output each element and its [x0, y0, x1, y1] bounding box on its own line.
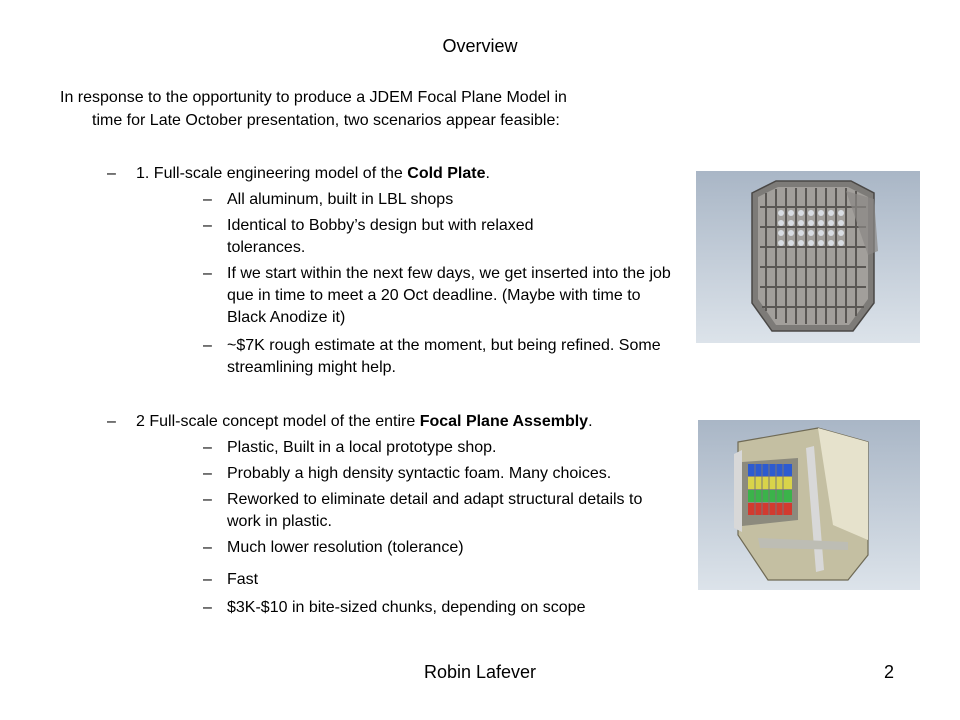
bullet-dash: –	[203, 191, 212, 208]
footer-author: Robin Lafever	[423, 662, 537, 682]
bullet-dash: –	[203, 465, 212, 482]
scenario-2-item-text: $3K-$10 in bite-sized chunks, depending on scope	[227, 599, 586, 616]
scenario-2-heading	[107, 411, 697, 433]
intro-line-2: time for Late October presentation, two scenarios appear feasible:	[92, 112, 560, 129]
scenario-1-item	[203, 263, 678, 329]
scenario-2-item-text: Reworked to eliminate detail and adapt structural details to work in plastic.	[227, 491, 643, 530]
scenario-1-item	[203, 335, 693, 379]
scenario-1-item-text: All aluminum, built in LBL shops	[227, 191, 454, 208]
scenario-2-item	[203, 437, 693, 459]
scenario-1-pre: 1. Full-scale engineering model of the	[136, 165, 408, 182]
cold-plate-image	[696, 171, 920, 343]
scenario-1-item	[203, 215, 603, 259]
scenario-2-item-text: Probably a high density syntactic foam. Many choices.	[227, 465, 612, 482]
intro-paragraph	[60, 86, 680, 132]
scenario-2-item	[203, 489, 643, 533]
bullet-dash: –	[203, 571, 212, 588]
bullet-dash: –	[203, 265, 212, 282]
scenario-2-bold: Focal Plane Assembly	[419, 413, 589, 430]
bullet-dash: –	[203, 439, 212, 456]
bullet-dash: –	[203, 539, 212, 556]
scenario-2-item	[203, 597, 693, 619]
bullet-dash: –	[203, 337, 212, 354]
scenario-2-item	[203, 569, 693, 591]
scenario-2-item-text: Plastic, Built in a local prototype shop.	[227, 439, 497, 456]
bullet-dash: –	[203, 491, 212, 508]
scenario-2-pre: 2 Full-scale concept model of the entire	[136, 413, 420, 430]
scenario-2-post: .	[588, 413, 593, 430]
scenario-1-item-text: ~$7K rough estimate at the moment, but being refined. Some streamlining might help.	[227, 337, 661, 376]
scenario-1-item-text: If we start within the next few days, we get inserted into the job que in time to meet a 20 Oct deadline. (Maybe with time to Black Anodize it)	[227, 265, 671, 326]
bullet-dash: –	[107, 413, 116, 430]
bullet-dash: –	[203, 599, 212, 616]
bullet-dash: –	[203, 217, 212, 234]
scenario-1-post: .	[485, 165, 490, 182]
page-number: 2	[884, 662, 895, 682]
bullet-dash: –	[107, 165, 116, 182]
scenario-2-item	[203, 537, 693, 559]
scenario-1-heading	[107, 163, 697, 185]
scenario-2-item	[203, 463, 693, 485]
focal-plane-assembly-image	[698, 420, 920, 590]
intro-line-1: In response to the opportunity to produce a JDEM Focal Plane Model in	[60, 89, 567, 106]
scenario-1-item-text: Identical to Bobby’s design but with relaxed tolerances.	[227, 217, 534, 256]
scenario-1-item	[203, 189, 693, 211]
scenario-1-bold: Cold Plate	[407, 165, 486, 182]
scenario-2-item-text: Fast	[227, 571, 259, 588]
slide-title: Overview	[442, 36, 518, 56]
scenario-2-item-text: Much lower resolution (tolerance)	[227, 539, 464, 556]
